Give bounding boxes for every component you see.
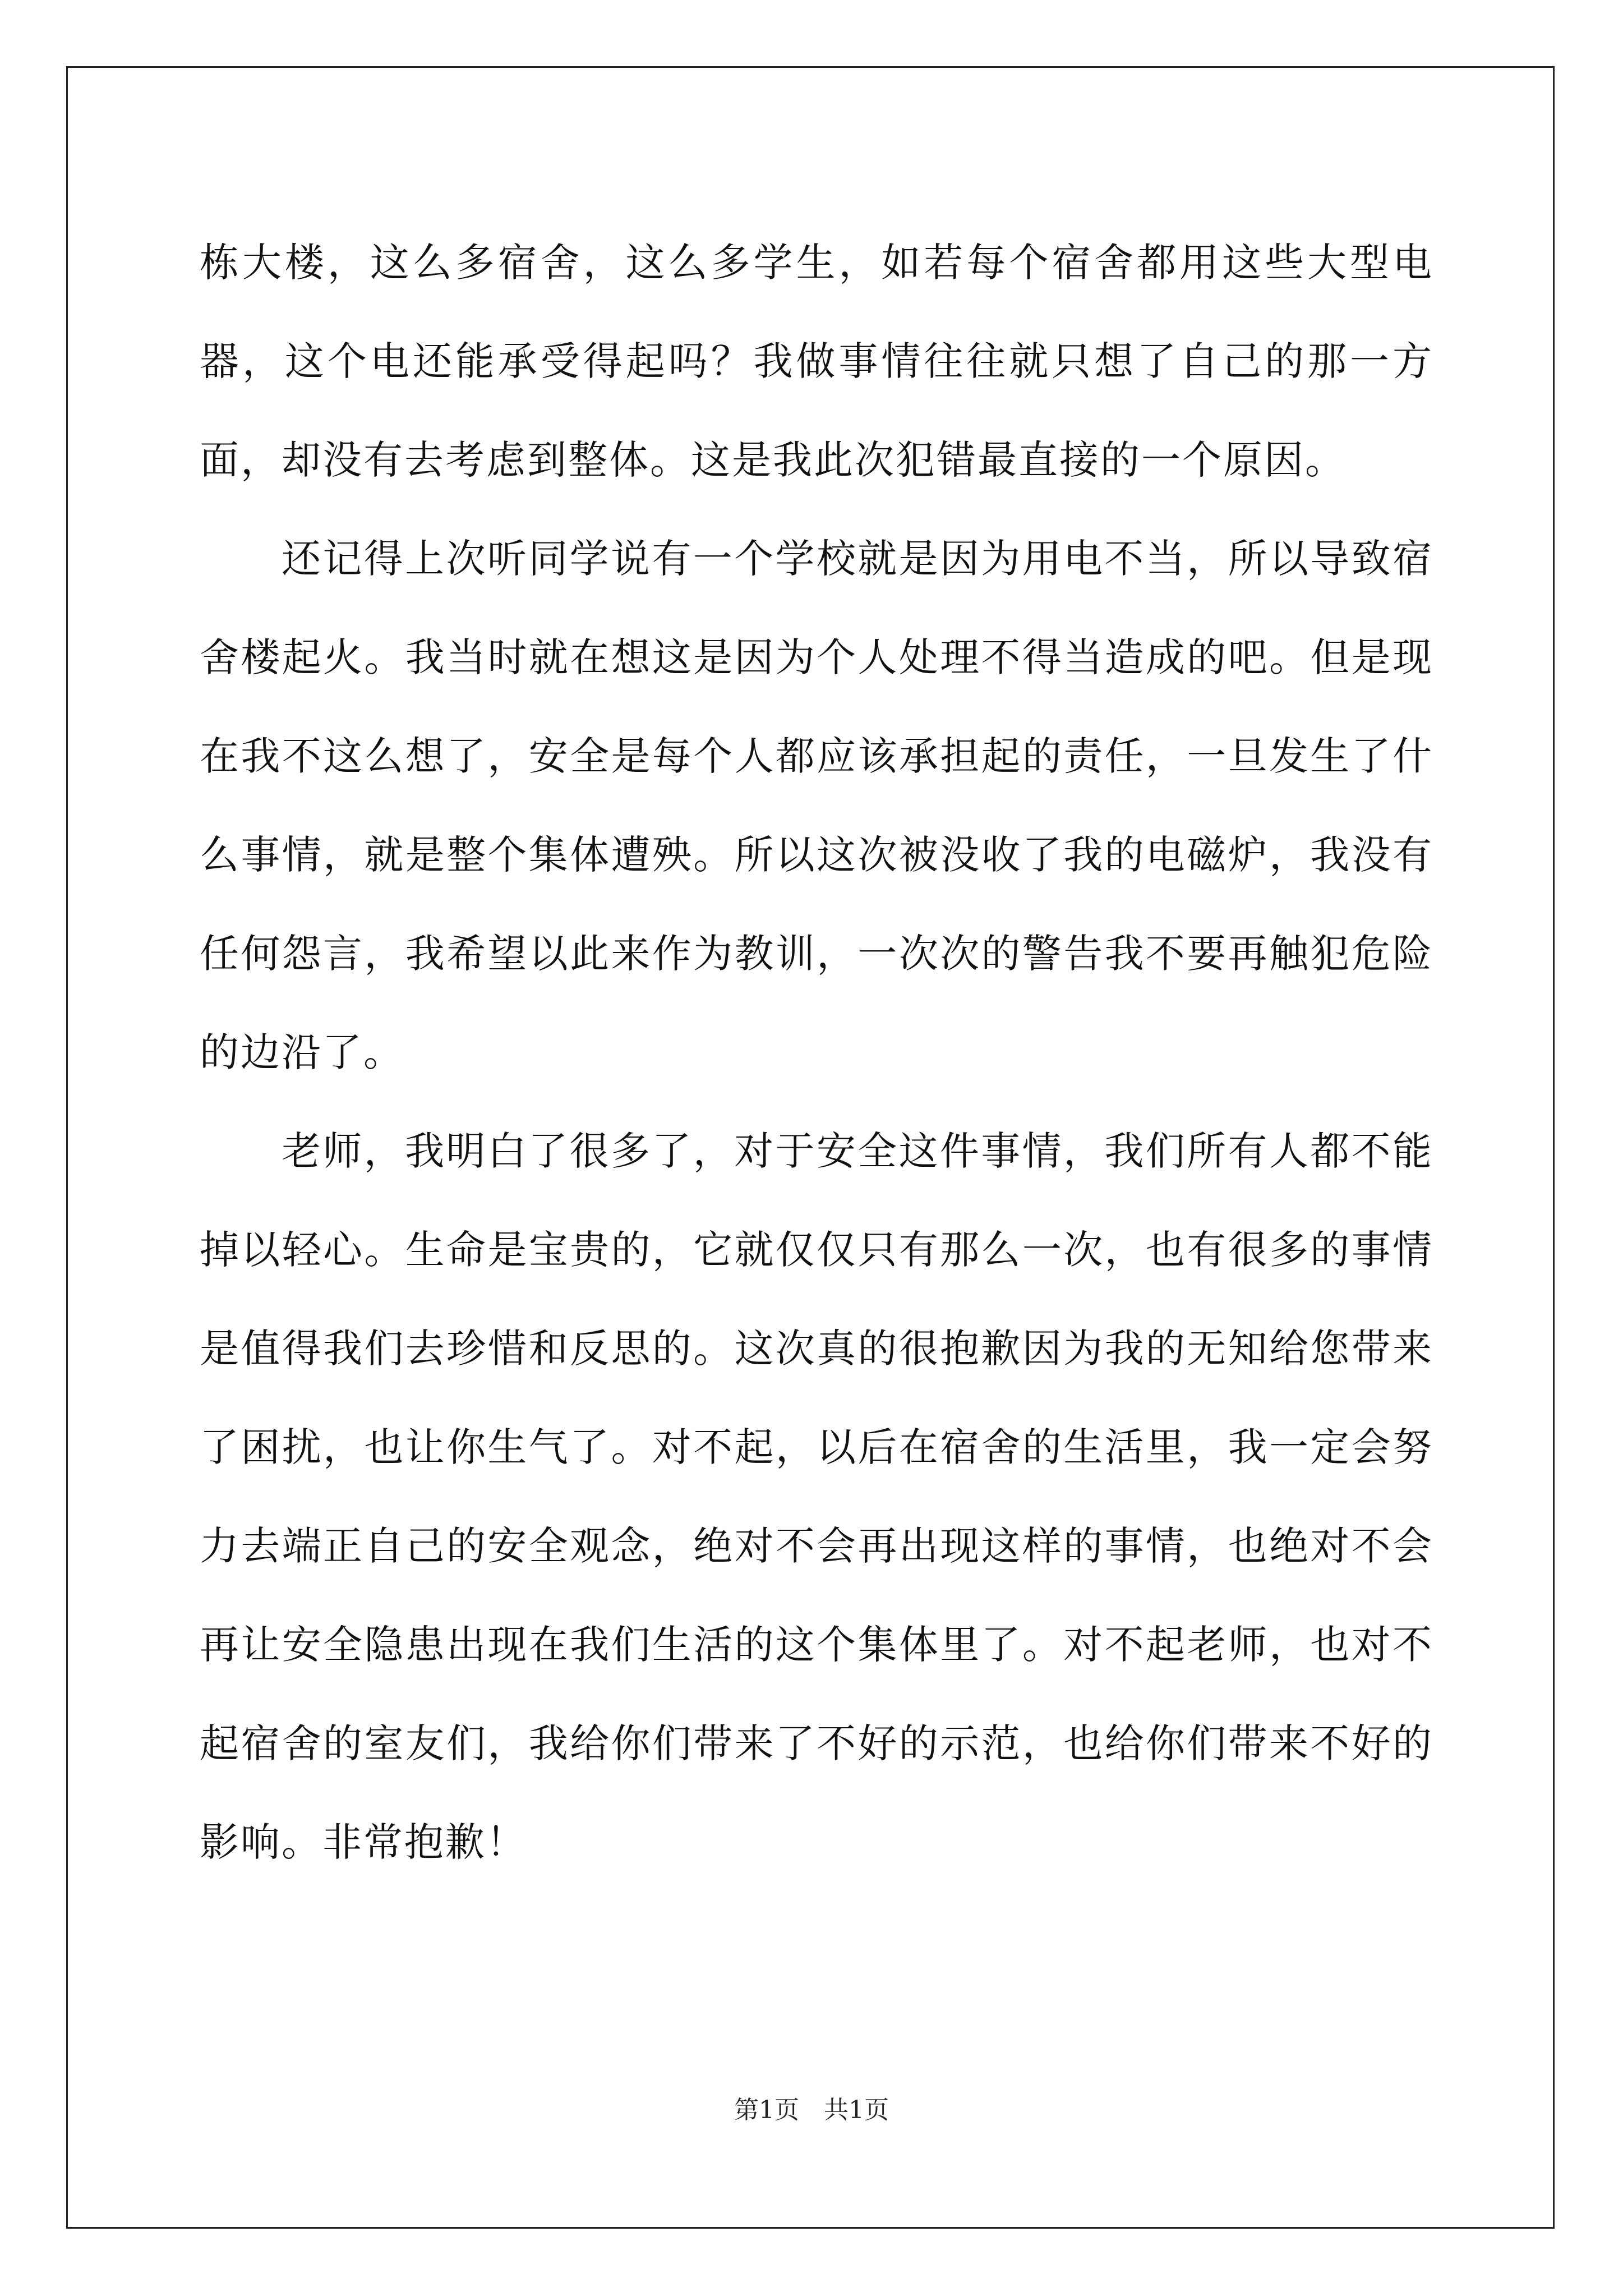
paragraph-continued: 栋大楼，这么多宿舍，这么多学生，如若每个宿舍都用这些大型电器，这个电还能承受得起吗？我做事情往往就只想了自己的那一方面，却没有去考虑到整体。这是我此次犯错最直接的一个原因。 — [200, 240, 1433, 483]
page-number-total: 共1页 — [824, 2096, 889, 2124]
document-body — [200, 213, 1433, 1892]
paragraph: 老师，我明白了很多了，对于安全这件事情，我们所有人都不能掉以轻心。生命是宝贵的，它就仅仅只有那么一次，也有很多的事情是值得我们去珍惜和反思的。这次真的很抱歉因为我的无知给您带来了困扰，也让你生气了。对不起，以后在宿舍的生活里，我一定会努力去端正自己的安全观念，绝对不会再出现这样的事情，也绝对不会再让安全隐患出现在我们生活的这个集体里了。对不起老师，也对不起宿舍的室友们，我给你们带来了不好的示范，也给你们带来不好的影响。非常抱歉！ — [200, 1128, 1433, 1865]
paragraph: 还记得上次听同学说有一个学校就是因为用电不当，所以导致宿舍楼起火。我当时就在想这是因为个人处理不得当造成的吧。但是现在我不这么想了，安全是每个人都应该承担起的责任，一旦发生了什么事情，就是整个集体遭殃。所以这次被没收了我的电磁炉，我没有任何怨言，我希望以此来作为教训，一次次的警告我不要再触犯危险的边沿了。 — [200, 536, 1433, 1075]
page-footer — [0, 2090, 1623, 2125]
page-number-current: 第1页 — [734, 2096, 799, 2124]
